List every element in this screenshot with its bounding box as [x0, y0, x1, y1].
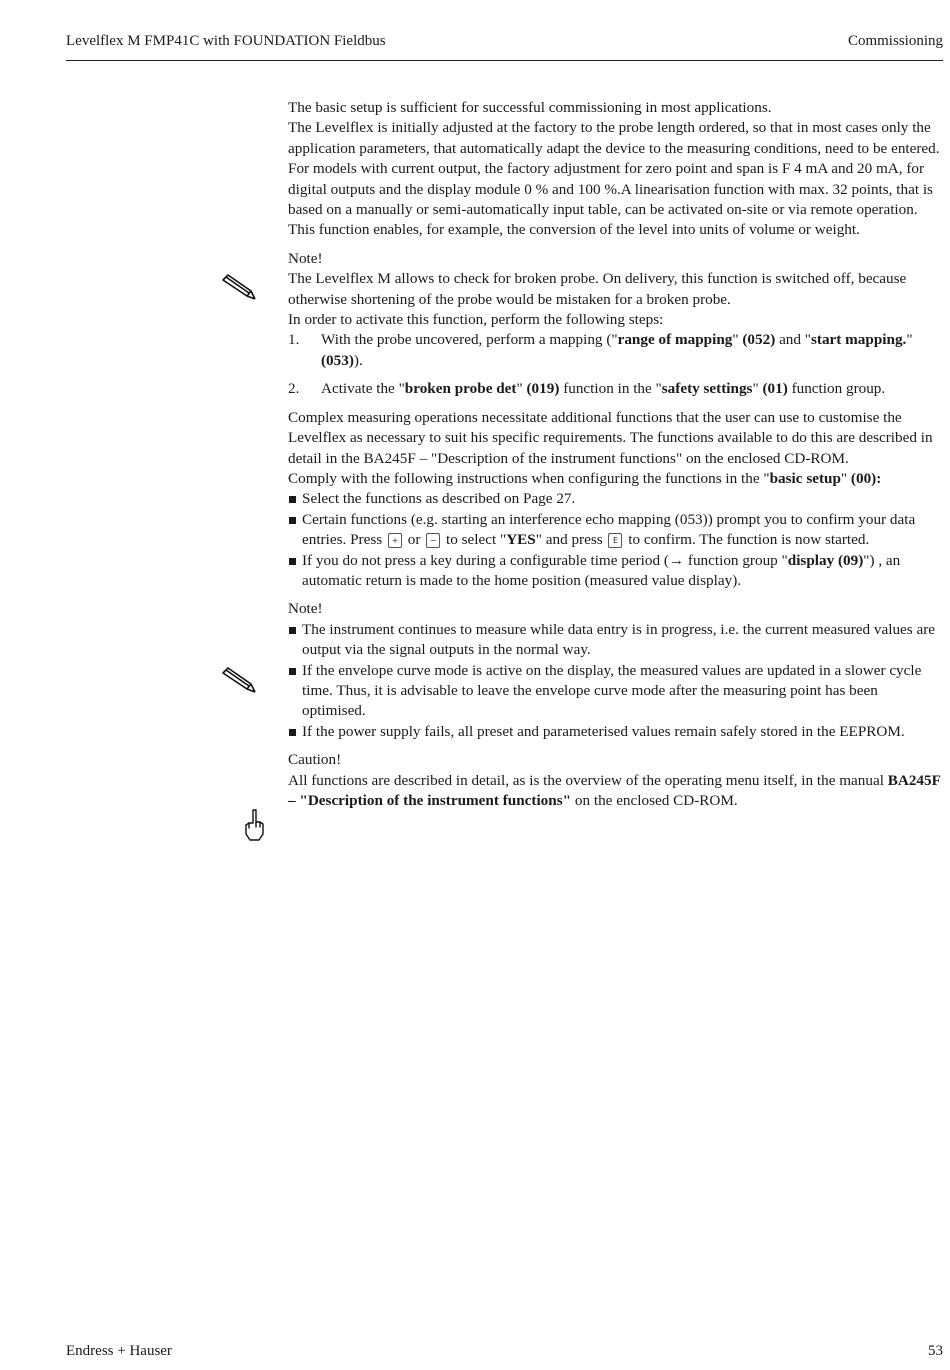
enter-key-icon: E: [608, 533, 622, 548]
step-text: ": [732, 331, 743, 349]
comply-paragraph: [288, 469, 944, 489]
step-text: Activate the ": [321, 380, 405, 398]
footer-company: Endress + Hauser: [66, 1343, 172, 1359]
manual-reference: BA245F – "Description of the instrument functions": [288, 771, 941, 809]
list-item-text: If the power supply fails, all preset and parameterised values remain safely stored in the EEPROM.: [302, 722, 905, 740]
step-text: ": [752, 380, 763, 398]
pencil-note-icon: [220, 272, 258, 302]
minus-key-icon: −: [426, 533, 440, 548]
step-number: 1.: [288, 331, 300, 349]
list-item-text: If the envelope curve mode is active on the display, the measured values are updated in a slower cycle time. Thus, it is advisable to leave the envelope curve mode after the measuring point has been optimised.: [302, 661, 922, 720]
step-text: and ": [775, 331, 811, 349]
caution-text-part: on the enclosed CD-ROM.: [571, 792, 738, 809]
note-list: [288, 620, 944, 742]
list-item-text: Certain functions (e.g. starting an interference echo mapping (053)) prompt you to confirm your data entries. Press: [302, 510, 916, 549]
note-text: The Levelflex M allows to check for broken probe. On delivery, this function is switched off, because otherwise shortening of the probe would be mistaken for a broken probe.: [288, 270, 907, 308]
list-item-text: " and press: [535, 531, 607, 549]
caution-title: Caution!: [288, 751, 342, 769]
comply-text: Comply with the following instructions when configuring the functions in the ": [288, 469, 770, 487]
function-name: start mapping.: [811, 331, 907, 349]
step-text: ": [516, 380, 527, 398]
function-code: (019): [526, 380, 560, 398]
list-item: [288, 620, 944, 661]
function-group-name: basic setup: [769, 469, 841, 487]
steps-list: [288, 330, 944, 399]
function-code: (053): [321, 351, 354, 369]
step-item: [288, 330, 944, 371]
list-item-text: to confirm. The function is now started.: [624, 531, 870, 549]
pencil-note-icon: [220, 665, 258, 695]
step-text: function group.: [787, 380, 886, 398]
note-title: Note!: [288, 249, 323, 267]
caution-text: [288, 771, 944, 812]
function-name: range of mapping: [617, 331, 733, 349]
header-document-title: Levelflex M FMP41C with FOUNDATION Fieldbus: [66, 33, 386, 49]
bullet-square-icon: [289, 729, 296, 736]
complex-paragraph: Complex measuring operations necessitate additional functions that the user can use to customise the Levelflex as necessary to suit his specific requirements. The functions available to do this are described in detail in the BA245F – "Description of the instrument functions" on the enclosed CD-ROM.: [288, 408, 933, 467]
list-item-text: or: [403, 531, 425, 549]
step-text: ).: [353, 351, 363, 369]
instructions-list: [288, 489, 944, 591]
list-item-text: ") , an automatic return is made to the home position (measured value display).: [302, 551, 901, 589]
comply-colon: :: [876, 469, 882, 487]
list-item-text: The instrument continues to measure while data entry is in progress, i.e. the current measured values are output via the signal outputs in the normal way.: [302, 620, 936, 659]
bullet-square-icon: [289, 496, 296, 503]
bullet-square-icon: [289, 627, 296, 634]
list-item: [288, 661, 944, 722]
note-title: Note!: [288, 600, 323, 618]
list-item: [288, 510, 944, 551]
function-code: (052): [742, 331, 776, 349]
list-item: [288, 722, 944, 742]
function-group-code: (01): [762, 380, 788, 398]
note-text: In order to activate this function, perform the following steps:: [288, 311, 664, 329]
list-item: [288, 551, 944, 592]
intro-line: The basic setup is sufficient for successful commissioning in most applications.: [288, 99, 772, 116]
main-content: [288, 98, 944, 811]
bullet-square-icon: [289, 558, 296, 565]
list-item-text: If you do not press a key during a configurable time period (→ function group ": [302, 551, 788, 569]
list-item-text: Select the functions as described on Page 27.: [302, 490, 576, 508]
yes-option: YES: [506, 531, 536, 549]
step-text: ": [906, 331, 913, 349]
bullet-square-icon: [289, 668, 296, 675]
function-group-code: (00): [850, 469, 877, 487]
list-item-text: to select ": [442, 531, 507, 549]
function-name: broken probe det: [404, 380, 517, 398]
step-text: With the probe uncovered, perform a mapping (": [321, 331, 618, 349]
function-group-name: safety settings: [661, 380, 753, 398]
page-number: 53: [928, 1343, 943, 1359]
list-item: [288, 489, 944, 509]
plus-key-icon: +: [388, 533, 402, 548]
function-group-name: display (09): [787, 551, 864, 569]
step-number: 2.: [288, 380, 300, 398]
page-header: [66, 30, 943, 61]
step-item: [288, 379, 944, 399]
step-text: function in the ": [559, 380, 662, 398]
intro-paragraph: The Levelflex is initially adjusted at the factory to the probe length ordered, so that in most cases only the application parameters, that automatically adapt the device to the measuring conditions, need to be entered. For models with current output, the factory adjustment for zero point and span is F 4 mA and 20 mA, for digital outputs and the display module 0 % and 100 %.A linearisation function with max. 32 points, that is based on a manually or semi-automatically input table, can be activated on-site or via remote operation. This function enables, for example, the conversion of the level into units of volume or weight.: [288, 119, 940, 239]
header-section-title: Commissioning: [847, 33, 943, 49]
pointing-hand-icon: [243, 808, 267, 842]
caution-text-part: All functions are described in detail, as is the overview of the operating menu itself, in the manual: [288, 771, 888, 789]
comply-text: ": [840, 469, 851, 487]
bullet-square-icon: [289, 517, 296, 524]
